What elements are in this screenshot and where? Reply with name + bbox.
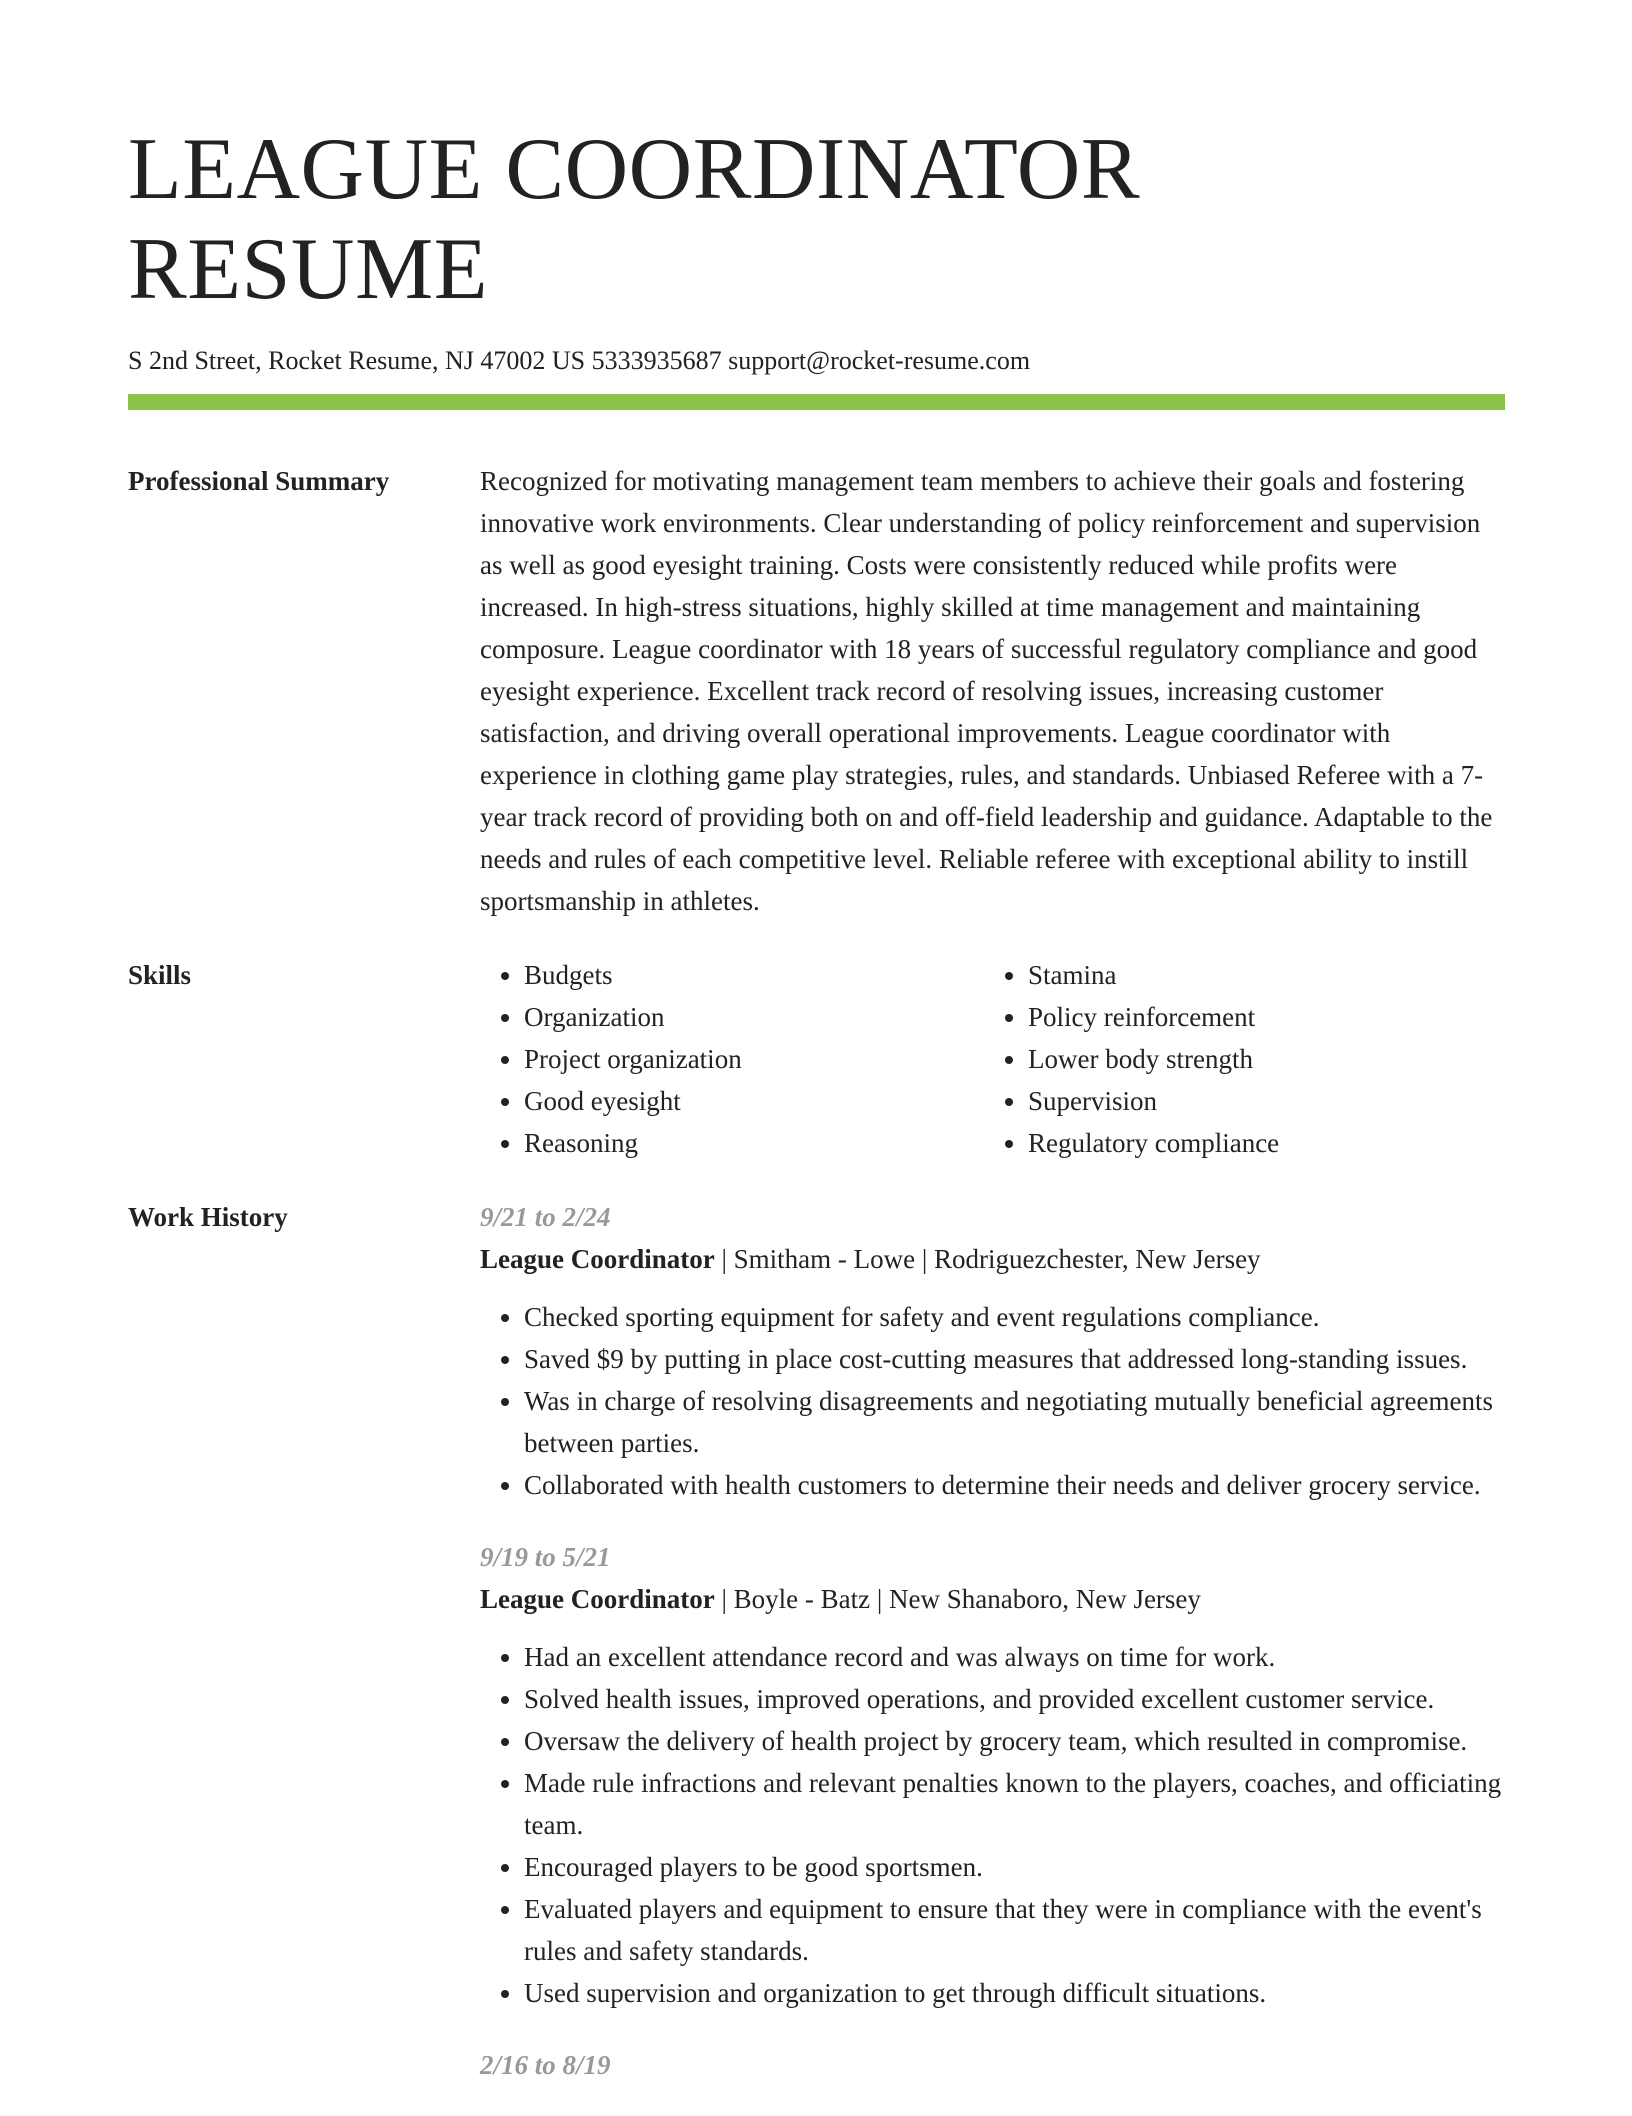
job-bullets	[480, 1296, 1505, 1506]
job-details: | Boyle - Batz | New Shanaboro, New Jersey	[714, 1584, 1201, 1614]
skill-item: • Stamina	[1028, 954, 1488, 996]
skill-item: • Policy reinforcement	[1028, 996, 1488, 1038]
job-bullet: • Encouraged players to be good sportsmen.	[524, 1846, 1505, 1888]
job-bullet: • Evaluated players and equipment to ensure that they were in compliance with the event's rules and safety standards.	[524, 1888, 1505, 1972]
skill-item: • Budgets	[524, 954, 984, 996]
summary-section	[128, 460, 1505, 922]
job-entry	[480, 2044, 1505, 2086]
job-bullet: • Saved $9 by putting in place cost-cutting measures that addressed long-standing issues.	[524, 1338, 1505, 1380]
job-bullet: • Used supervision and organization to get through difficult situations.	[524, 1972, 1505, 2014]
skill-item: • Good eyesight	[524, 1080, 984, 1122]
skill-item: • Supervision	[1028, 1080, 1488, 1122]
job-dates: 9/19 to 5/21	[480, 1542, 611, 1572]
skills-body	[480, 954, 1505, 1164]
work-history-label: Work History	[128, 1202, 288, 1232]
job-dates: 9/21 to 2/24	[480, 1202, 611, 1232]
work-history-body	[480, 1196, 1505, 2116]
skills-column-left	[480, 954, 984, 1164]
job-bullet: • Collaborated with health customers to determine their needs and deliver grocery service.	[524, 1464, 1505, 1506]
job-entry	[480, 1196, 1505, 1506]
job-bullet: • Solved health issues, improved operations, and provided excellent customer service.	[524, 1678, 1505, 1720]
skill-item: • Reasoning	[524, 1122, 984, 1164]
job-title: League Coordinator	[480, 1244, 715, 1274]
job-details: | Smitham - Lowe | Rodriguezchester, New Jersey	[714, 1244, 1261, 1274]
job-bullet: • Oversaw the delivery of health project by grocery team, which resulted in compromise.	[524, 1720, 1505, 1762]
skills-column-right	[984, 954, 1488, 1164]
summary-label: Professional Summary	[128, 466, 390, 496]
job-title: League Coordinator	[480, 1584, 715, 1614]
summary-text: Recognized for motivating management team members to achieve their goals and fostering innovative work environments. Clear understanding of policy reinforcement and supervision as well as good eyesight training. Costs were consistently reduced while profits were increased. In high-stress situations, highly skilled at time management and maintaining composure. League coordinator with 18 years of successful regulatory compliance and good eyesight experience. Excellent track record of resolving issues, increasing customer satisfaction, and driving overall operational improvements. League coordinator with experience in clothing game play strategies, rules, and standards. Unbiased Referee with a 7-year track record of providing both on and off-field leadership and guidance. Adaptable to the needs and rules of each competitive level. Reliable referee with exceptional ability to instill sportsmanship in athletes.	[480, 466, 1493, 916]
header-divider	[128, 394, 1505, 410]
skill-item: • Regulatory compliance	[1028, 1122, 1488, 1164]
job-dates: 2/16 to 8/19	[480, 2050, 611, 2080]
skill-item: • Lower body strength	[1028, 1038, 1488, 1080]
job-heading	[480, 1578, 1505, 1620]
skill-item: • Project organization	[524, 1038, 984, 1080]
skill-item: • Organization	[524, 996, 984, 1038]
job-heading	[480, 1238, 1505, 1280]
job-bullet: • Was in charge of resolving disagreements and negotiating mutually beneficial agreements between parties.	[524, 1380, 1505, 1464]
resume-title: LEAGUE COORDINATOR RESUME	[128, 121, 1141, 318]
skills-section	[128, 954, 1505, 1164]
job-bullet: • Checked sporting equipment for safety and event regulations compliance.	[524, 1296, 1505, 1338]
job-bullet: • Had an excellent attendance record and was always on time for work.	[524, 1636, 1505, 1678]
skills-label: Skills	[128, 960, 192, 990]
job-bullet: • Made rule infractions and relevant penalties known to the players, coaches, and officiating team.	[524, 1762, 1505, 1846]
work-history-section	[128, 1196, 1505, 2116]
contact-line: S 2nd Street, Rocket Resume, NJ 47002 US 5333935687 support@rocket-resume.com	[128, 346, 1031, 375]
job-entry	[480, 1536, 1505, 2014]
job-bullets	[480, 1636, 1505, 2014]
resume-page	[128, 120, 1505, 2116]
